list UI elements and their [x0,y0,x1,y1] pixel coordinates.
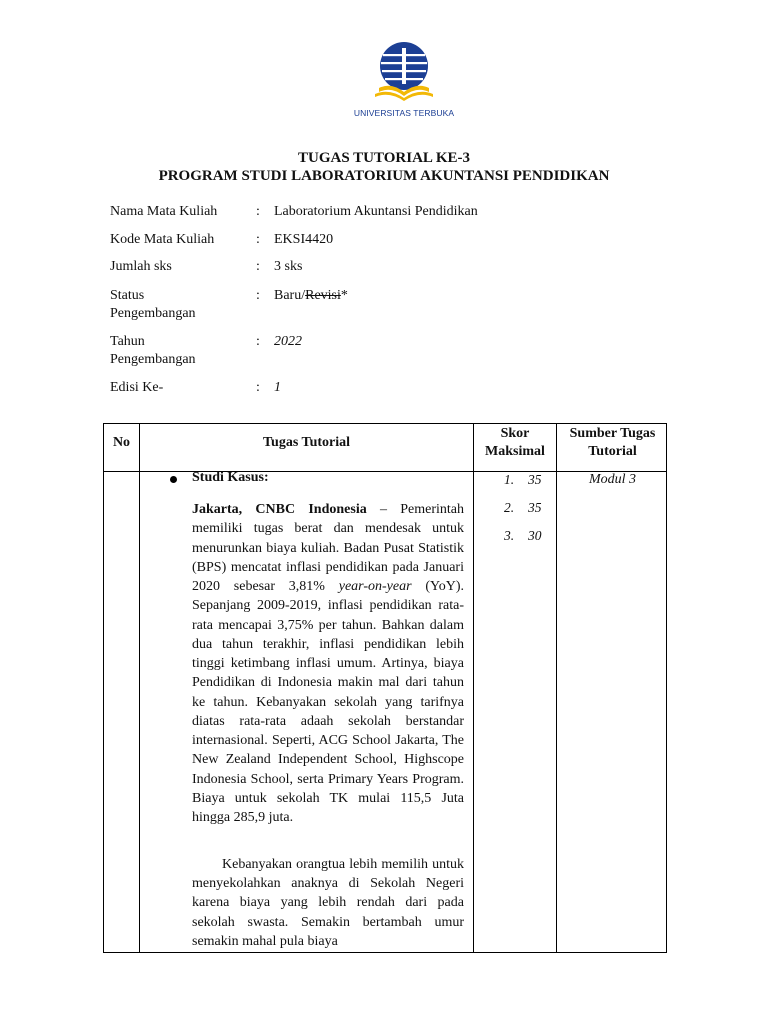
course-code-label: Kode Mata Kuliah [110,232,215,247]
column-divider [473,424,474,952]
colon: : [256,288,260,303]
program-title: PROGRAM STUDI LABORATORIUM AKUNTANSI PENDIDIKAN [158,168,610,184]
university-emblem-icon [371,40,437,106]
tutorial-table [103,423,667,953]
score-value: 30 [528,528,542,543]
header-task: Tugas Tutorial [262,435,351,450]
course-name-value: Laboratorium Akuntansi Pendidikan [274,204,478,219]
case-study-title: Studi Kasus: [192,470,269,485]
source-module: Modul 3 [588,472,637,487]
tutorial-title: TUGAS TUTORIAL KE-3 [298,150,470,166]
dev-year-label: Tahun Pengembangan [110,334,196,367]
case-study-heading [170,470,464,492]
colon: : [256,259,260,274]
score-item [504,528,542,544]
course-name-label: Nama Mata Kuliah [110,204,218,219]
paragraph-text: – Pemerintah memiliki tugas berat dan mendesak untuk menurunkan biaya kuliah. Badan Pusat Statistik (BPS) mencatat inflasi pendidikan pada Januari 2020 sebesar 3,81% [192,502,464,594]
header-source: Sumber Tugas Tutorial [569,426,656,459]
colon: : [256,232,260,247]
score-value: 35 [528,472,542,487]
score-number: 1. [504,472,515,487]
score-number: 2. [504,500,515,515]
score-item [504,472,542,488]
header-no: No [112,435,131,450]
case-paragraph-2: Kebanyakan orangtua lebih memilih untuk menyekolahkan anaknya di Sekolah Negeri karena biaya yang lebih rendah dari pada sekolah swasta. Semakin bertambah umur semakin mahal pula biaya [192,857,464,949]
colon: : [256,204,260,219]
credits-value: 3 sks [274,259,303,274]
university-logo [344,40,464,122]
score-value: 35 [528,500,542,515]
logo-text: UNIVERSITAS TERBUKA [353,108,455,118]
status-asterisk: * [340,288,348,303]
column-divider [556,424,557,952]
case-paragraph-1 [192,500,464,827]
header-max-score: Skor Maksimal [485,426,545,459]
colon: : [256,380,260,395]
course-code-value: EKSI4420 [274,232,334,247]
column-divider [139,424,140,952]
dev-status-value [274,287,348,305]
colon: : [256,334,260,349]
status-revision-struck: Revisi [305,288,341,303]
edition-label: Edisi Ke- [110,380,164,395]
dev-status-label: Status Pengembangan [110,288,196,321]
dev-year-value: 2022 [274,334,302,349]
status-new: Baru/ [274,288,306,303]
bullet-icon [170,476,177,483]
paragraph-text: (YoY). Sepanjang 2009-2019, inflasi pendidikan rata-rata mencapai 3,75% per tahun. Bahkan dalam dua tahun terakhir, inflasi pendidikan lebih tinggi ketimbang inflasi umum. Artinya, biaya Pendidikan di Indonesia makin mal dari tahun ke tahun. Kebanyakan sekolah yang tarifnya diatas rata-rata adaah sekolah berstandar internasional. Seperti, ACG School Jakarta, The New Zealand Independent School, Highscope Indonesia School, serta Primary Years Program. Biaya untuk sekolah TK mulai 115,5 Juta hingga 285,9 juta. [192,579,464,825]
news-lead: Jakarta, CNBC Indonesia [192,502,367,517]
credits-label: Jumlah sks [110,259,172,274]
italic-term: year-on-year [338,579,412,594]
edition-value: 1 [274,380,281,395]
score-number: 3. [504,528,515,543]
score-item [504,500,542,516]
